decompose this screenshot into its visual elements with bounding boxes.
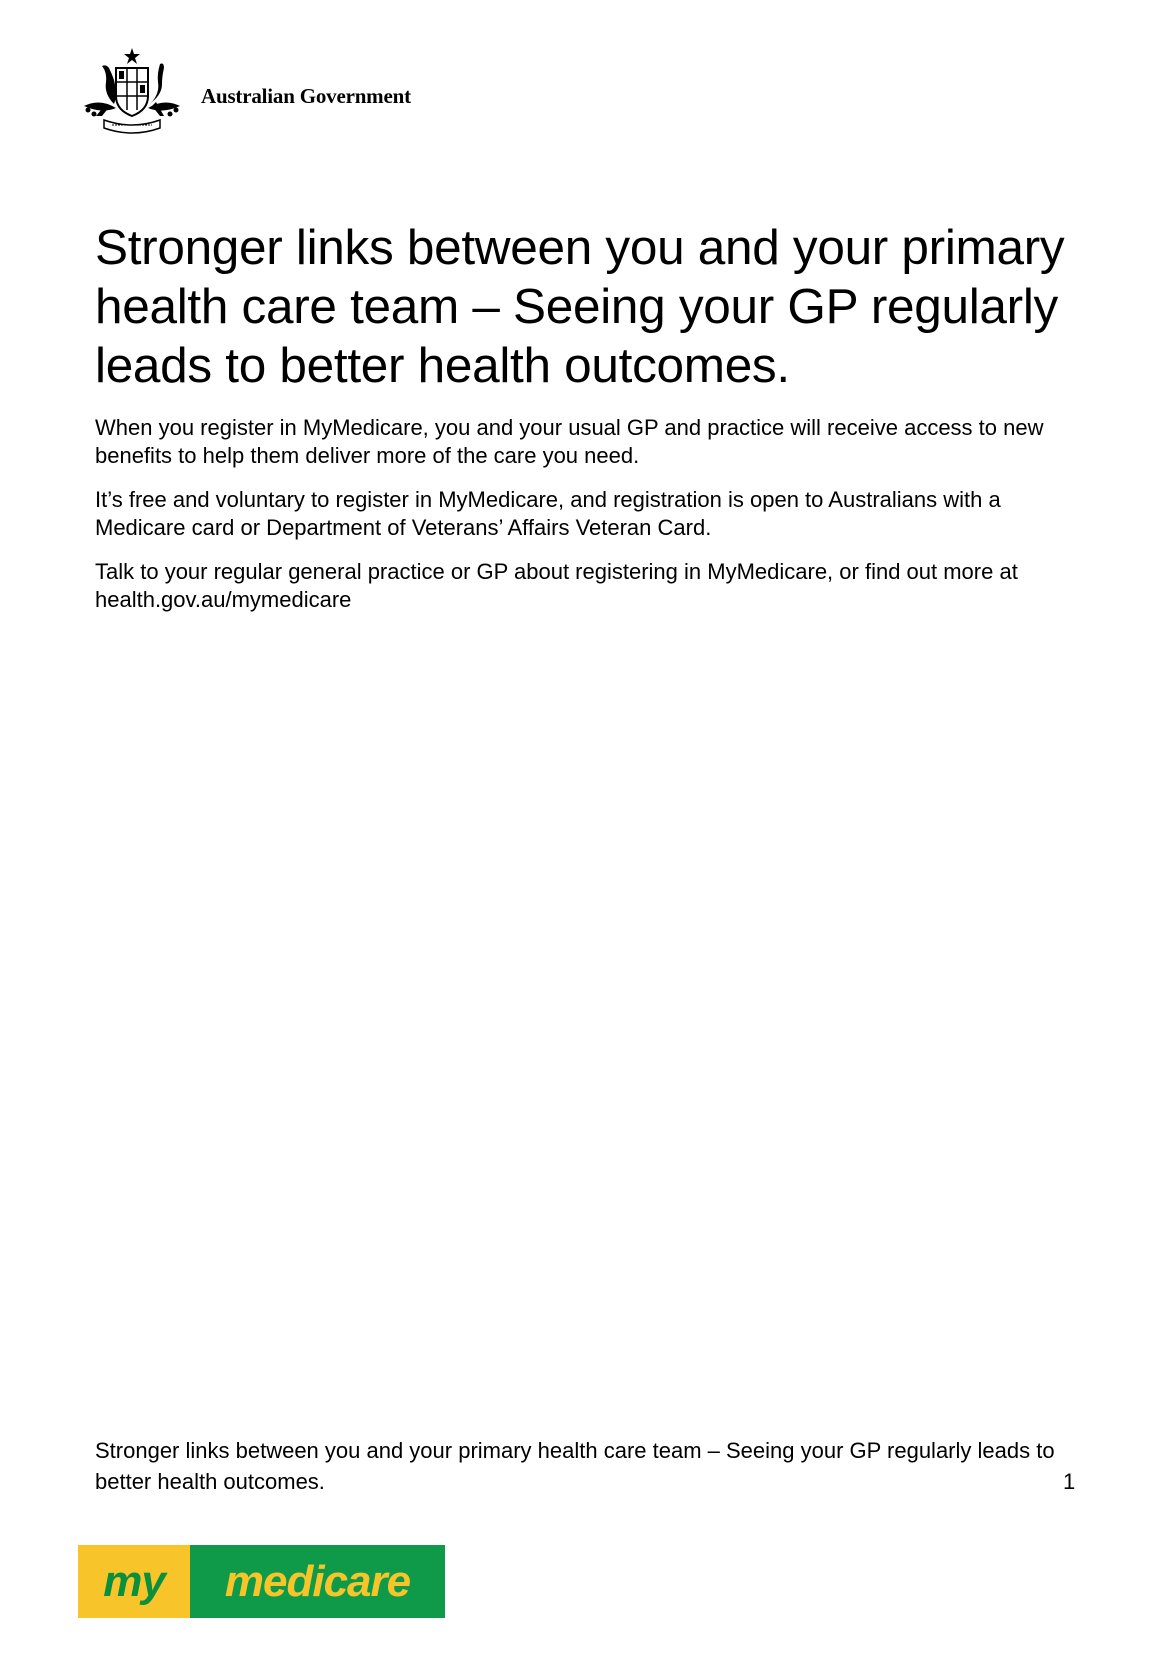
government-logo (76, 44, 436, 138)
document-title: Stronger links between you and your primary health care team – Seeing your GP regularly leads to better health outcomes. (95, 220, 1065, 393)
paragraph-eligibility: It’s free and voluntary to register in MyMedicare, and registration is open to Australians with a Medicare card or Department of Veterans’ Affairs Veteran Card. (95, 487, 1001, 540)
mymedicare-logo (78, 1545, 445, 1618)
mymedicare-logo-my: my (78, 1545, 190, 1618)
government-name: Australian Government (201, 84, 411, 108)
commonwealth-coat-of-arms-icon (76, 44, 188, 138)
page-number: 1 (1063, 1469, 1076, 1494)
paragraph-registration-benefits: When you register in MyMedicare, you and your usual GP and practice will receive access to new benefits to help them deliver more of the care you need. (95, 415, 1044, 468)
mymedicare-logo-medicare: medicare (190, 1545, 445, 1618)
paragraph-find-out-more: Talk to your regular general practice or GP about registering in MyMedicare, or find out more at health.gov.au/mymedicare (95, 559, 1018, 612)
body-content (95, 414, 1095, 630)
footer-text: Stronger links between you and your primary health care team – Seeing your GP regularly leads to better health outcomes. (95, 1438, 1055, 1494)
